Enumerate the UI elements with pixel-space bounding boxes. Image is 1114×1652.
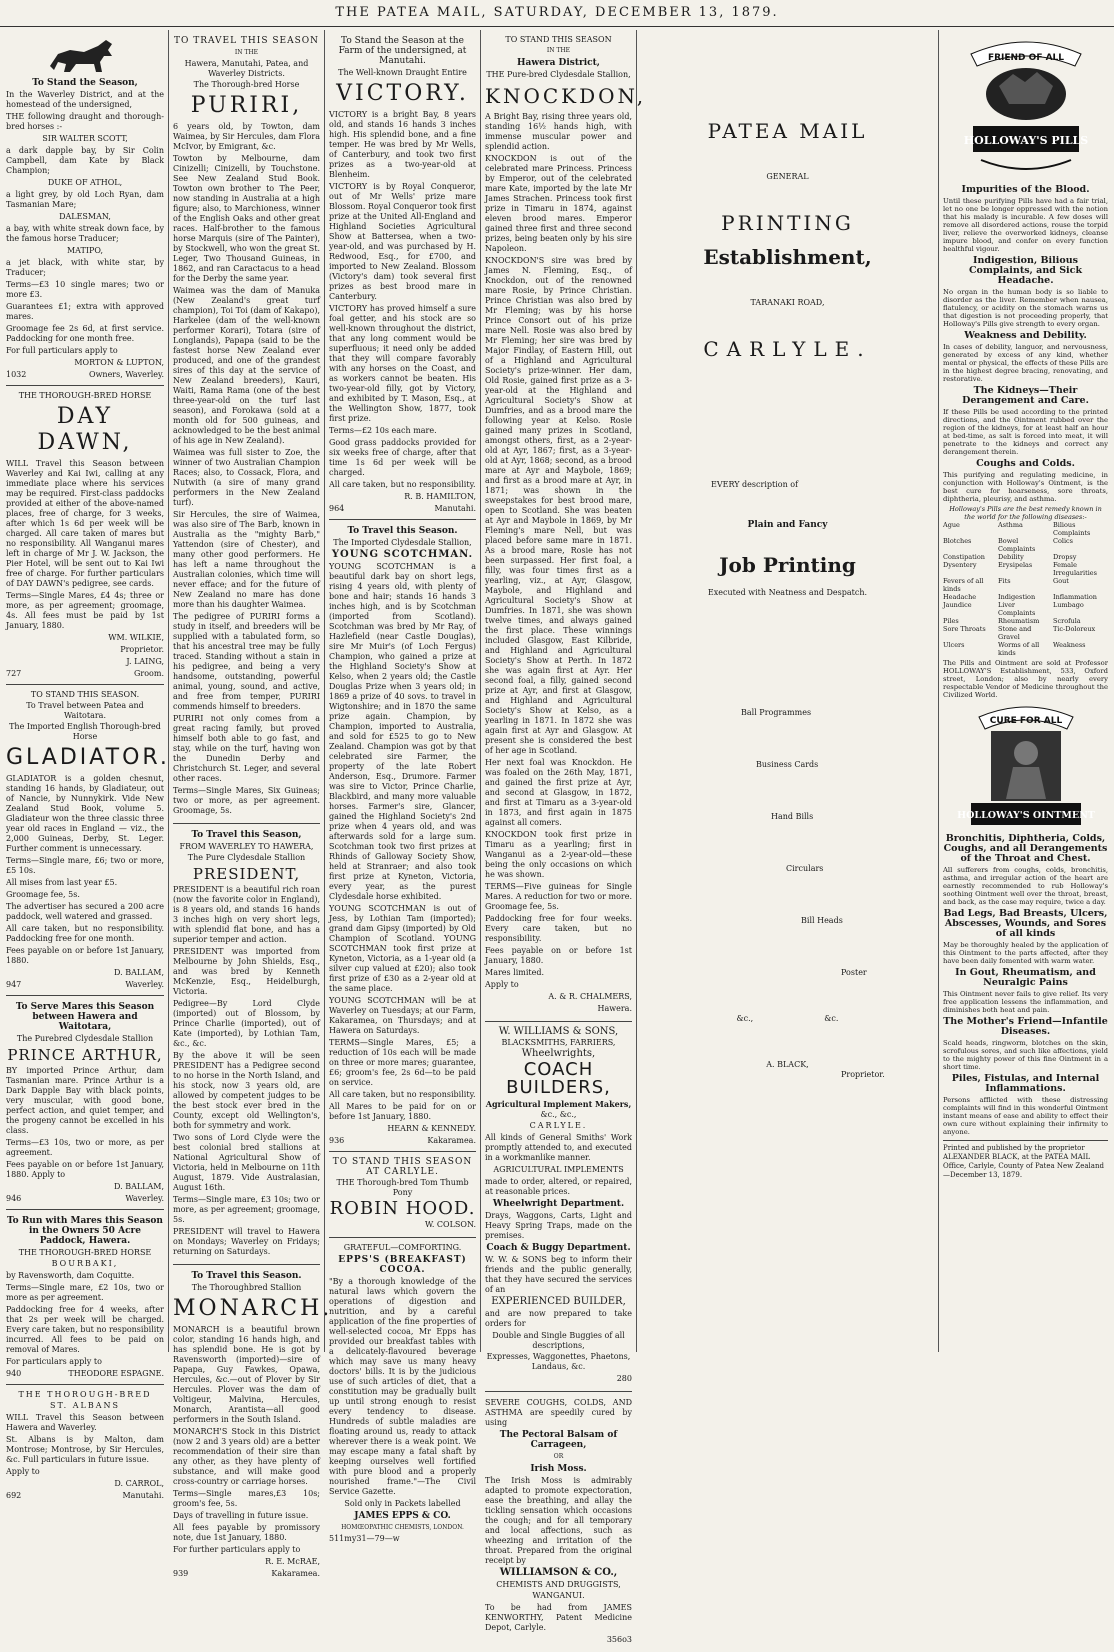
disease-item: Colics — [1053, 537, 1074, 545]
ad-text: Two sons of Lord Clyde were the best colonial bred stallions at National Agricultural Show of Victoria, held in Melbourne on 11th August, 1879. Vide Australasian, August 16th. — [173, 1133, 320, 1192]
masthead: THE PATEA MAIL, SATURDAY, DECEMBER 13, 1879. — [0, 0, 1114, 27]
ad-subtitle: THE Thorough-bred Tom Thumb Pony — [336, 1178, 469, 1197]
section-heading: Coach & Buggy Department. — [486, 1243, 631, 1253]
disease-item: Worms of all kinds — [998, 641, 1040, 657]
ad-text: Sir Hercules, the sire of Waimea, was also sire of The Barb, known in Australia as the "mighty Barb," Yattendon (sire of Chester), and many other good performers. He has left a name throughout the Australian colonies, which time will never efface; and for the future of New Zealand no mare has done more than his daughter Waimea. — [173, 510, 320, 609]
section-heading: Bronchitis, Diphtheria, Colds, Coughs, and all Derangements of the Throat and Chest. — [943, 833, 1108, 864]
ad-subtitle: Hawera District, — [517, 58, 600, 68]
ad-bourbaki — [6, 1210, 164, 1385]
ad-footer — [173, 1569, 320, 1579]
signature: D. CARROL, — [114, 1479, 164, 1488]
ad-text: W. W. & SONS beg to inform their friends and the public generally, that they have secured the services of an — [485, 1255, 632, 1294]
ad-text: KNOCKDON'S sire was bred by James N. Fleming, Esq., of Knockdon, out of the renowned mare Rosie, by Prince Christian. Prince Christian was also bred by Mr Fleming; was by his horse Prince Consort out of his prize mare Nell. Rosie was also bred by Mr Fleming; her sire was bred by Major Findlay, of Eastern Hill, out of a Highland and Agricultural Society's prize-winner. Her dam, Old Rosie, gained first prize as a 3-year-old at the Highland and Agricultural Society's Show at Dumfries, and as a brood mare the following year at Kelso. Rosie gained many prizes in Scotland, amongst others, first, as a 2-year-old at Ayr, 1867; first, as a 3-year-old at Ayr, 1868; second, as a brood mare at Ayr and Maybole, 1869; and first as a brood mare at Ayr, in 1871; was shown in the sweepstakes for best brood mare, open to Scotland. She was beaten at Ayr and Maybole in 1869, by Mr Fleming's mare Nell, but was placed before same mare in 1871. As a brood mare, Rosie has not been surpassed. Her first foal, a filly, was four times first as a yearling, viz., at Ayr, Glasgow, Maybole, and Highland and Agricultural Society's Show at Dumfries. In 1871, she was shown twelve times, and always gained the first place. These winnings included Glasgow, East Kilbride, and Highland and Agricultural Society's Show at Perth. In 1872 she was again first at Ayr. Her second foal, a filly, gained second prize at Ayr, and first at Glasgow, and Highland and Agricultural Society's Show at Kelso, as a yearling in 1871. In 1872 she was again first at Ayr and Glasgow. At present she is considered the best of her age in Scotland. — [485, 256, 632, 755]
ad-text: For particulars apply to — [6, 1357, 102, 1366]
ad-pectoral-balsam — [485, 1392, 632, 1652]
disease-item: Ague — [943, 521, 960, 529]
ad-text: For further particulars apply to — [173, 1545, 301, 1554]
ad-text: VICTORY is a bright Bay, 8 years old, and stands 16 hands 3 inches high. His splendid bone, and a fine temper. He was bred by Mr Wells, of Canterbury, and took two first prizes as a two-year-old at Blenheim. — [329, 110, 476, 179]
signature: HEARN & KENNEDY. — [387, 1124, 476, 1133]
ad-title: To Travel this Season, — [191, 830, 302, 840]
ad-president — [173, 824, 320, 1265]
ad-title: To Travel this Season. — [191, 1271, 302, 1281]
ad-footer — [6, 980, 164, 990]
horse-name: ROBIN HOOD. — [329, 1198, 476, 1219]
signature: D. BALLAM, — [113, 1182, 164, 1191]
ad-text: TERMS—Single Mares, £5; a reduction of 10s each will be made on three or more mares; guarantee, £6; groom's fee, 2s 6d—to be paid on service. — [329, 1038, 476, 1087]
imprint: Printed and published by the proprietor ALEXANDER BLACK, at the PATEA MAIL Office, Carlyle, County of Patea New Zealand—December 13, 1879. — [943, 1140, 1108, 1180]
ad-subtitle: BLACKSMITHS, FARRIERS, — [501, 1038, 616, 1047]
ad-text: All fees payable by promissory note, due 1st January, 1880. — [173, 1523, 320, 1542]
role: Manutahi. — [122, 1491, 164, 1500]
ad-title: TO STAND THIS SEASON. — [30, 690, 140, 699]
disease-item: Weakness — [1053, 641, 1086, 649]
ad-young-scotchman — [329, 520, 476, 1152]
disease-item: Debility — [998, 553, 1024, 561]
ad-text: Persons afflicted with these distressing complaints will find in this wonderful Ointment instant means of ease and ability to effect their own cure without explaining their infirmity to anyone. — [943, 1096, 1108, 1136]
ad-text: a dark dapple bay, by Sir Colin Campbell, dam Kate by Black Champion; — [6, 146, 164, 175]
section-heading: Indigestion, Bilious Complaints, and Sick Headache. — [968, 255, 1083, 286]
horse-name: ST. ALBANS — [50, 1401, 120, 1410]
ad-waverley-stallions — [6, 30, 164, 386]
ad-text: Days of travelling in future issue. — [173, 1511, 309, 1520]
role: Owners, Waverley. — [89, 370, 164, 379]
ad-title: TO STAND THIS SEASON AT CARLYLE. — [332, 1157, 473, 1177]
ad-footer — [6, 370, 164, 380]
ad-text: Groomage fee 2s 6d, at first service. Paddocking for one month free. — [6, 324, 164, 343]
ad-text: St. Albans is by Malton, dam Montrose; Montrose, by Sir Hercules, &c. Full particulars in future issue. — [6, 1435, 164, 1464]
ad-title: To Travel this Season. — [347, 526, 458, 536]
disease-item: Inflammation — [1053, 593, 1097, 601]
service-item: Hand Bills — [771, 812, 814, 821]
disease-item: Sore Throats — [943, 625, 986, 633]
ad-text: Terms—Single mares,£3 10s; groom's fee, 5s. — [173, 1489, 320, 1508]
ad-williams-sons — [485, 1022, 632, 1392]
ad-text: PURIRI not only comes from a great racing family, but proved himself both able to go fast, and stay, while on the turf, having won the Dunedin Derby and Christchurch St. Leger, and several other races. — [173, 714, 320, 783]
ad-text: VICTORY is by Royal Conqueror, out of Mr Wells' prize mare Blossom. Royal Conqueror took first prize at the United All-England and Highland Societies Agricultural Show at Battersea, when a two-year-old, and was purchased by H. Redwood, Esq., for £700, and imported to New Zealand. Blossom (Victory's dam) took several first prizes as best brood mare in Canterbury. — [329, 182, 477, 301]
ad-robin-hood — [329, 1152, 476, 1238]
column-6 — [938, 30, 1112, 1352]
ad-text: Towton by Melbourne, dam Cinizelli; Cinizelli, by Touchstone. See New Zealand Stud Book. Towton own brother to The Peer, now standing in Australia at a high figure; also, to Marchioness, winner of the English Oaks and other great races. Half-brother to the famous horse Marquis (sire of The Painter), by Stockwell, who won the great St. Leger, Two Thousand Guineas, in 1862, and ran Caractacus to a head for the Derby the same year. — [173, 154, 320, 283]
product-name: The Pectoral Balsam of Carrageen, — [499, 1430, 618, 1450]
ad-number: 939 — [173, 1569, 189, 1578]
horse-name: DUKE OF ATHOL, — [47, 178, 123, 187]
ad-text: Until these purifying Pills have had a fair trial, let no one be longer oppressed with the notion that his malady is incurable. A few doses will remove all disordered actions, rouse the torpid liver, relieve the overworked kidneys, cleanse impure blood, and confer on every function healthful vigour. — [943, 197, 1108, 253]
ad-subtitle: Agricultural Implement Makers, — [485, 1099, 632, 1109]
ad-text: BY imported Prince Arthur, dam Tasmanian mare. Prince Arthur is a Dark Dapple Bay with black points, very muscular, with good bone, perfect action, and quiet temper, and the progeny cannot be excelled in his class. — [6, 1066, 164, 1135]
ad-text: OR — [553, 1453, 564, 1460]
service-item: Bill Heads — [801, 916, 843, 925]
horse-name: KNOCKDON, — [485, 84, 647, 108]
ad-text: The pedigree of PURIRI forms a study in itself, and breeders will be supplied with a tabulated form, so that his ancestral tree may be fully traced. Standing without a stain in his pedigree, and being a very handsome, outstanding, powerful animal, young, sound, and active, and free from temper, PURIRI commends himself to breeders. — [173, 612, 320, 711]
ad-text: The Irish Moss is admirably adapted to promote expectoration, ease the breathing, and allay the tickling sensation which occasions the cough; and for all temporary and local affections, such as wheezing and irritation of the throat. Prepared from the original receipt by — [485, 1476, 632, 1565]
horse-name: SIR WALTER SCOTT, — [42, 134, 128, 143]
role: Groom. — [134, 669, 164, 678]
ad-text: "By a thorough knowledge of the natural laws which govern the operations of digestion and nutrition, and by a careful application of the fine properties of well-selected cocoa, Mr Epps has provided our breakfast tables with a delicately-flavoured beverage which may save us many heavy doctors' bills. It is by the judicious use of such articles of diet, that a constitution may be gradually built up until strong enough to resist every tendency to disease. Hundreds of subtle maladies are floating around us, ready to attack wherever there is a weak point. We may escape many a fatal shaft by keeping ourselves well fortified with pure blood and a properly nourished frame."—The Civil Service Gazette. — [329, 1277, 476, 1496]
product-name: EPPS'S (BREAKFAST) COCOA. — [338, 1255, 467, 1275]
section-heading: AGRICULTURAL IMPLEMENTS — [493, 1165, 624, 1174]
ad-subtitle: To Travel between Patea and Waitotara. — [26, 701, 144, 720]
ad-text: A Bright Bay, rising three years old, standing 16½ hands high, with immense muscular power and splendid action. — [485, 112, 632, 151]
ad-st-albans — [6, 1385, 164, 1506]
ad-text: No organ in the human body is so liable to disorder as the liver. Remember when nausea, flatulency, or acidity on the stomach warns us that digestion is not proceeding properly, that Holloway's Pills give strength to every organ. — [943, 288, 1108, 328]
ad-text: 6 years old, by Towton, dam Waimea, by Sir Hercules, dam Flora McIvor, by Emigrant, &c. — [173, 122, 320, 151]
disease-item: Dropsy — [1053, 553, 1077, 561]
ad-text: Paddocking free for 4 weeks, after that 2s per week will be charged. Every care taken, but no responsibility incurred. All fees to be paid on removal of Mares. — [6, 1305, 164, 1354]
ad-knockdon — [485, 30, 647, 1022]
service-item: Circulars — [786, 864, 824, 873]
ad-text: If these Pills be used according to the printed directions, and the Ointment rubbed over the region of the kidneys, for at least half an hour at bed-time, as salt is forced into meat, it will penetrate to the kidneys and correct any derangement therein. — [943, 408, 1108, 456]
ad-title: To Serve Mares this Season between Hawera and Waitotara, — [15, 1002, 155, 1032]
ad-text: By the above it will be seen PRESIDENT has a Pedigree second to no horse in the North Island, and his stock, now 3 years old, are allowed by competent judges to be the best stock ever bred in the County, except old Wellington's, both for symmetry and work. — [173, 1051, 320, 1130]
ad-text: PRESIDENT is a beautiful rich roan (now the favorite color in England), is 8 years old, and stands 16 hands 3 inches high on very short legs, with splendid flat bone, and has a superior temper and action. — [173, 885, 320, 944]
disease-list-title: Holloway's Pills are the best remedy known in the world for the following diseases:- — [949, 505, 1102, 521]
signature: W. COLSON. — [425, 1220, 476, 1229]
ad-footer — [6, 1369, 164, 1379]
proprietor-role: Proprietor. — [841, 1070, 885, 1079]
disease-item: Female Irregularities — [1053, 561, 1097, 577]
ad-text: made to order, altered, or repaired, at reasonable prices. — [485, 1177, 632, 1196]
service-item: Ball Programmes — [741, 708, 812, 717]
signature: THEODORE ESPAGNE. — [68, 1369, 164, 1378]
role: Kakaramea. — [427, 1136, 476, 1145]
ad-subtitle: FROM WAVERLEY TO HAWERA, — [179, 842, 314, 851]
disease-item: Blotches — [943, 537, 972, 545]
ad-footer — [6, 1491, 164, 1501]
ad-text: Fees payable on or before 1st January, 1880. Apply to — [6, 1160, 164, 1179]
ad-text: This purifying and regulating medicine, in conjunction with Holloway's Ointment, is the best cure for hoarseness, sore throats, diphtheria, pleurisy, and asthma. — [943, 471, 1108, 503]
establishment-heading: Establishment, — [703, 245, 872, 269]
printing-heading: PRINTING — [721, 211, 854, 235]
ad-text: May be thoroughly healed by the application of this Ointment to the parts affected, after they have been daily fomented with warm water. — [943, 941, 1108, 965]
signature: WILLIAMSON & CO., — [499, 1567, 618, 1578]
ad-number: 280 — [616, 1374, 632, 1383]
disease-item: Asthma — [998, 521, 1023, 529]
ad-text: In the Waverley District, and at the homestead of the undersigned, — [6, 90, 164, 109]
ad-title: THE THOROUGH-BRED HORSE — [18, 391, 152, 400]
ad-number: 936 — [329, 1136, 345, 1145]
ad-puriri — [173, 30, 320, 824]
ad-number: 356o3 — [606, 1635, 632, 1644]
ad-text: Paddocking free for four weeks. Every care taken, but no responsibility. — [485, 914, 632, 943]
ad-text: Fees payable on or before 1st January, 1880. — [485, 946, 632, 965]
place-name: WANGANUI. — [532, 1591, 585, 1600]
disease-item: Scrofula — [1053, 617, 1081, 625]
business-name: W. WILLIAMS & SONS, — [498, 1026, 619, 1037]
holloways-pills-emblem-icon — [951, 32, 1101, 182]
disease-item: Constipation — [943, 553, 985, 561]
column-1 — [2, 30, 170, 1500]
ad-text: Terms—Single Mares, £4 4s; three or more, as per agreement; groomage, 4s. All fees must be paid by 1st January, 1880. — [6, 591, 164, 630]
horse-name: BOURBAKI, — [51, 1259, 119, 1268]
ad-text: Terms—Single mare, £6; two or more, £5 10s. — [6, 856, 164, 875]
ad-text: All care taken, but no responsibility. — [329, 1090, 476, 1099]
horse-name: GLADIATOR. — [6, 745, 170, 770]
holloways-ointment-emblem-icon — [951, 701, 1101, 831]
ad-text: &c., &c., — [540, 1110, 577, 1119]
ad-text: YOUNG SCOTCHMAN is out of Jess, by Lothian Tam (imported); grand dam Gipsy (imported) by Old Champion of Scotland. YOUNG SCOTCHMAN took first prize at Kyneton, Victoria, as a 1-year old (a silver cup valued at £20); also took first prize of £30 as a 2-year old at the same place. — [329, 904, 476, 993]
disease-item: Liver Complaints — [998, 601, 1036, 617]
ad-text: For full particulars apply to — [6, 346, 118, 355]
executed-note: Executed with Neatness and Despatch. — [707, 588, 868, 597]
role: Waverley. — [125, 1194, 164, 1203]
ad-text: Guarantees £1; extra with approved mares. — [6, 302, 164, 321]
ad-text: WILL Travel this Season between Hawera and Waverley. — [6, 1413, 164, 1432]
ad-number: 692 — [6, 1491, 22, 1500]
ad-text: VICTORY has proved himself a sure foal getter, and his stock are so well-known throughout the district, that any long comment would be superfluous; it need only be added that they will compare favorably with any horses on the Coast, and as workers cannot be beaten. His two-year-old filly, got by Victory, and exhibited by T. Mason, Esq., at the Wellington Show, 1877, took first prize. — [329, 304, 476, 423]
ad-subtitle: Wheelwrights, — [521, 1048, 596, 1059]
ad-number: 1032 — [6, 370, 27, 379]
ad-text: Scald heads, ringworm, blotches on the skin, scrofulous sores, and such like affections, yield to the mighty power of this fine Ointment in a short time. — [943, 1039, 1108, 1071]
signature: J. LAING, — [126, 657, 164, 666]
section-heading: The Kidneys—Their Derangement and Care. — [962, 385, 1089, 406]
service-item: Poster — [841, 968, 867, 977]
ad-text: Terms—£3 10 single mares; two or more £3. — [6, 280, 164, 299]
ad-text: The Pills and Ointment are sold at Professor HOLLOWAY'S Establishment, 533, Oxford street, London; also by nearly every respectable Vendor of Medicine throughout the Civilized World. — [943, 659, 1108, 699]
disease-item: Indigestion — [998, 593, 1036, 601]
ad-text: WILL Travel this Season between Waverley and Kai Iwi, calling at any immediate place where his services may be required. First-class paddocks provided at either of the above-named places, free of charge, for 3 weeks, after which 1s 6d per week will be charged. All care taken of mares but no responsibility. All Wanganui mares left in charge of Mr J. W. Jackson, the Pier Hotel, will be sent out to Kai Iwi free of charge. For further particulars of DAY DAWN's pedigree, see cards. — [6, 459, 164, 588]
ad-text: THE following draught and thorough-bred horses :- — [6, 112, 164, 131]
town-name: CARLYLE. — [703, 337, 872, 361]
horse-woodcut-icon — [40, 36, 130, 76]
disease-item: Dysentery — [943, 561, 977, 569]
ad-text: Double and Single Buggies of all descriptions, — [492, 1331, 625, 1350]
disease-item: Jaundice — [943, 601, 972, 609]
product-name: Irish Moss. — [530, 1464, 587, 1474]
ad-title: To Run with Mares this Season in the Owners 50 Acre Paddock, Hawera. — [7, 1216, 163, 1246]
ad-title: To Stand the Season, — [32, 78, 138, 88]
ad-number: 947 — [6, 980, 22, 989]
ad-text: In cases of debility, languor, and nervousness, generated by excess of any kind, whether mental or physical, the effects of these Pills are in the highest degree bracing, renovating, and restorative. — [943, 343, 1108, 383]
ad-number: 946 — [6, 1194, 22, 1203]
disease-item: Tic-Doloreux — [1053, 625, 1096, 633]
disease-item: Ulcers — [943, 641, 965, 649]
disease-list — [943, 521, 1108, 657]
proprietor-name: A. BLACK, — [766, 1060, 809, 1069]
disease-item: Lumbago — [1053, 601, 1084, 609]
ad-text: Groomage fee, 5s. — [6, 890, 80, 899]
horse-name: PURIRI, — [190, 93, 303, 118]
ad-subtitle: CHEMISTS AND DRUGGISTS, — [496, 1580, 621, 1589]
signature: WM. WILKIE, — [108, 633, 164, 642]
disease-item: Stone and Gravel — [998, 625, 1032, 641]
section-heading: Weakness and Debility. — [964, 330, 1087, 341]
ad-subtitle: The Well-known Draught Entire — [338, 68, 467, 77]
signature: JAMES EPPS & CO. — [354, 1511, 451, 1521]
signature: R. E. McRAE, — [265, 1557, 320, 1566]
ad-text: Waimea was the dam of Manuka (New Zealand's great turf champion), Toi Toi (dam of Kakapo), Harkelee (dam of the well-known performer Korari), Totara (sire of Longlands), Papapa (said to be the fastest horse New Zealand ever produced, and one of the grandest sires of this day at the service of New Zealand breeders), Kauri, Waiti, Rama Rama (one of the best three-year-old on the turf last season), and Forokawa (sold at a month old for 500 guineas, and acknowledged to be the best animal of his age in New Zealand). — [173, 286, 320, 445]
ad-text: All sufferers from coughs, colds, bronchitis, asthma, and irregular action of the heart are earnestly recommended to rub Holloway's soothing Ointment well over the throat, breast, and back, as the case may require, twice a day. — [943, 866, 1108, 906]
ad-text: SEVERE COUGHS, COLDS, AND ASTHMA are speedily cured by using — [485, 1398, 632, 1427]
ad-text: Apply to — [6, 1467, 40, 1476]
ad-text: Terms—£2 10s each mare. — [329, 426, 437, 435]
printing-general: GENERAL — [766, 172, 809, 181]
plain-fancy: Plain and Fancy — [747, 520, 828, 530]
emblem-banner: CURE FOR ALL — [989, 716, 1062, 726]
ad-text: a jet black, with white star, by Traducer; — [6, 258, 164, 277]
horse-name: MONARCH. — [173, 1296, 333, 1321]
column-2 — [168, 30, 333, 1578]
ad-text: All mises from last year £5. — [6, 878, 118, 887]
role: Manutahi. — [434, 504, 476, 513]
every-description: EVERY description of — [711, 480, 799, 489]
signature: MORTON & LUPTON, — [74, 358, 164, 367]
ad-text: Drays, Waggons, Carts, Light and Heavy Spring Traps, made on the premises. — [485, 1211, 632, 1240]
section-heading: Piles, Fistulas, and Internal Inflammations. — [951, 1073, 1100, 1094]
column-4 — [480, 30, 647, 1644]
horse-name: DALESMAN, — [59, 212, 111, 221]
ad-subtitle: Hawera, Manutahi, Patea, and Waverley Districts. — [184, 59, 309, 78]
ad-subtitle: THE Pure-bred Clydesdale Stallion, — [486, 70, 631, 79]
ad-text: MONARCH is a beautiful brown color, standing 16 hands high, and has splendid bone. He is got by Ravensworth (imported)—sire of Papapa, Guy Fawkes, Opawa, Hercules, &c.—out of Plover by Sir Hercules. Plover was the dam of Voltigeur, Malvina, Hercules, Monarch, Arantista—all good performers in the South Island. — [173, 1325, 320, 1424]
ad-text: Mares limited. — [485, 968, 545, 977]
signature: R. B. HAMILTON, — [404, 492, 476, 501]
section-heading: The Mother's Friend—Infantile Diseases. — [943, 1016, 1108, 1037]
ad-text: YOUNG SCOTCHMAN will be at Waverley on Tuesdays; at our Farm, Kakaramea, on Thursdays; and at Hawera on Saturdays. — [329, 996, 476, 1035]
horse-name: PRINCE ARTHUR, — [7, 1046, 163, 1064]
ad-title: TO TRAVEL THIS SEASON — [173, 36, 320, 46]
role: Kakaramea. — [271, 1569, 320, 1578]
horse-name: VICTORY. — [336, 81, 469, 106]
ad-text: This Ointment never fails to give relief. Its very free application lessens the inflammation, and diminishes both heat and pain. — [943, 990, 1108, 1014]
ad-text: and are now prepared to take orders for — [485, 1309, 632, 1328]
emblem-banner: FRIEND OF ALL — [987, 53, 1064, 63]
section-heading: Impurities of the Blood. — [961, 184, 1090, 195]
service-item: Business Cards — [756, 760, 819, 769]
disease-item: Piles — [943, 617, 959, 625]
ad-text: Terms—£3 10s, two or more, as per agreement. — [6, 1138, 164, 1157]
ad-subtitle: HOMŒOPATHIC CHEMISTS, LONDON. — [341, 1524, 464, 1531]
signature: D. BALLAM, — [113, 968, 164, 977]
disease-item: Bowel Complaints — [998, 537, 1036, 553]
section-heading: EXPERIENCED BUILDER, — [491, 1296, 626, 1307]
ad-text: MONARCH'S Stock in this District (now 2 and 3 years old) are a better recommendation of their sire than any other, as they have plenty of substance, and will make good cross-country or carriage horses. — [173, 1427, 320, 1486]
ad-text: Terms—Single mare, £2 10s, two or more as per agreement. — [6, 1283, 164, 1302]
ad-monarch — [173, 1265, 333, 1584]
printing-title: PATEA MAIL — [707, 119, 868, 143]
section-heading: Coughs and Colds. — [976, 458, 1075, 469]
ad-prince-arthur — [6, 996, 164, 1210]
ad-headline: COACH BUILDERS, — [506, 1059, 611, 1098]
ad-text: PRESIDENT was imported from Melbourne by John Shields, Esq., and was bred by Kenneth McKenzie, Esq., Heidelburgh, Victoria. — [173, 947, 320, 996]
job-printing: Job Printing — [719, 553, 856, 577]
ad-text: Apply to — [485, 980, 519, 989]
disease-item: Fevers of all kinds — [943, 577, 984, 593]
disease-item: Rheumatism — [998, 617, 1040, 625]
role: Proprietor. — [120, 645, 164, 654]
ad-text: All care taken, but no responsibility. — [329, 480, 476, 489]
ad-text: Terms—Single Mares, Six Guineas; two or more, as per agreement. Groomage, 5s. — [173, 786, 320, 815]
role: Waverley. — [125, 980, 164, 989]
ad-victory — [329, 30, 476, 520]
ad-subtitle: The Purebred Clydesdale Stallion — [16, 1034, 154, 1043]
section-heading: In Gout, Rheumatism, and Neuralgic Pains — [955, 967, 1096, 988]
ad-text: a light grey, by old Loch Ryan, dam Tasmanian Mare; — [6, 190, 164, 209]
ad-text: All Mares to be paid for on or before 1st January, 1880. — [329, 1102, 476, 1121]
ad-text: Sold only in Packets labelled — [344, 1499, 461, 1508]
ad-number: 964 — [329, 504, 345, 513]
ad-footer — [329, 504, 476, 514]
disease-item: Headache — [943, 593, 977, 601]
disease-item: Gout — [1053, 577, 1069, 585]
ad-text: YOUNG SCOTCHMAN is a beautiful dark bay on short legs, rising 4 years old, with plenty of bone and hair; stands 16 hands 3 inches high, and is by Scotchman (imported from Scotland). Scotchman was bred by Mr Ray, of Hazlefield (near Castle Douglas), sire Mr Muir's (of Loch Fergus) Champion, who gained a prize at the Highland Society's Show at Kelso, when 2 years old; the Castle Douglas Prize when 3 years old; in 1869 a prize of 40 sovs. to travel in Wigtonshire; and in 1870 the same prize again. Champion, by Champion, imported to Australia, and sold for £525 to go to New Zealand. Champion was got by that celebrated sire Farmer, the property of the late Robert Anderson, Esq., Drumore. Farmer was sire to Victor, Prince Charlie, Blackbird, and many more valuable horses. Farmer's sire, Glancer, gained the Highland Society's 2nd prize when 4 years old, and was afterwards sold for a large sum. Scotchman took two first prizes at Rhinds of Galloway Society Show, held at Stranraer; and also took first prize at Kyneton, Victoria, every year, as the purest Clydesdale horse exhibited. — [329, 562, 476, 901]
ad-text: Good grass paddocks provided for six weeks free of charge, after that time 1s 6d per week will be charged. — [329, 438, 476, 477]
ad-text: Waimea was full sister to Zoe, the winner of two Australian Champion Races; also, to Cossack, Flora, and Nutwith (a sire of many grand performers in the New Zealand turf). — [173, 448, 320, 507]
ad-footer — [329, 1136, 476, 1146]
emblem-label: HOLLOWAY'S PILLS — [963, 134, 1088, 147]
ad-text: PRESIDENT will travel to Hawera on Mondays; Waverley on Fridays; returning on Saturdays. — [173, 1227, 320, 1256]
ad-epps-cocoa — [329, 1238, 476, 1549]
etc-row — [641, 1014, 934, 1024]
ad-subtitle: The Thorough-bred Horse — [193, 80, 300, 89]
role: Hawera. — [597, 1004, 632, 1013]
ad-in: IN THE — [546, 47, 571, 54]
disease-item: Fits — [998, 577, 1011, 585]
ad-text: The advertiser has secured a 200 acre paddock, well watered and grassed. — [6, 902, 164, 921]
ad-day-dawn — [6, 386, 164, 685]
etc-text: &c., — [736, 1014, 754, 1023]
disease-item: Bilious Complaints — [1053, 521, 1091, 537]
horse-name: PRESIDENT, — [192, 865, 301, 883]
disease-item: Erysipelas — [998, 561, 1033, 569]
horse-name: YOUNG SCOTCHMAN. — [331, 549, 474, 560]
ad-footer — [6, 1194, 164, 1204]
ad-subtitle: THE THOROUGH-BRED HORSE — [18, 1248, 152, 1257]
ad-text: TERMS—Five guineas for Single Mares. A reduction for two or more. Groomage fee, 5s. — [485, 882, 632, 911]
place-name: CARLYLE. — [529, 1121, 588, 1130]
horse-name: MATIPO, — [66, 246, 104, 255]
ad-title: GRATEFUL—COMFORTING. — [343, 1243, 462, 1252]
signature: A. & R. CHALMERS, — [548, 992, 632, 1001]
ad-subtitle: The Pure Clydesdale Stallion — [187, 853, 306, 862]
ad-text: Fees payable on or before 1st January, 1880. — [6, 946, 164, 965]
section-heading: Bad Legs, Bad Breasts, Ulcers, Abscesses, Wounds, and Sores of all kinds — [943, 908, 1108, 939]
ad-number: 940 — [6, 1369, 22, 1378]
column-5 — [636, 30, 938, 1352]
ad-title: THE THOROUGH-BRED — [18, 1390, 152, 1399]
ad-text: Her next foal was Knockdon. He was foaled on the 26th May, 1871, and gained the first prize at Ayr, and second at Glasgow, in 1872, and first at Timaru as a 3-year-old in 1873, and first again in 1875 against all comers. — [485, 758, 632, 827]
ad-subtitle: The Thoroughbred Stallion — [191, 1283, 302, 1292]
ad-text: All kinds of General Smiths' Work promptly attended to, and executed in a workmanlike manner. — [485, 1133, 632, 1162]
ad-subtitle: The Imported English Thorough-bred Horse — [9, 722, 161, 741]
ad-text: KNOCKDON is out of the celebrated mare Princess. Princess by Emperor, out of the celebrated mare Kate, imported by the late Mr James Strachen. Princess took first prize in Timaru in 1874, against eleven brood mares. Emperor gained three first and three second prizes, being beaten only by his sire Napoleon. — [485, 154, 632, 253]
ad-text: Expresses, Waggonettes, Phaetons, Landaus, &c. — [486, 1352, 631, 1371]
ad-text: Terms—Single mare, £3 10s; two or more, as per agreement; groomage, 5s. — [173, 1195, 320, 1224]
ad-in: IN THE — [234, 49, 259, 56]
ad-subtitle: The Imported Clydesdale Stallion, — [333, 538, 472, 547]
ad-title: TO STAND THIS SEASON — [505, 35, 612, 44]
column-3 — [324, 30, 480, 1543]
ad-number: 511my31—79—w — [329, 1534, 400, 1543]
ad-text: a bay, with white streak down face, by the famous horse Traducer; — [6, 224, 164, 243]
ad-number: 727 — [6, 669, 22, 678]
section-heading: Wheelwright Department. — [492, 1199, 625, 1209]
ad-text: by Ravensworth, dam Coquitte. — [6, 1271, 135, 1280]
ad-title: To Stand the Season at the Farm of the undersigned, at Manutahi. — [338, 36, 467, 66]
road-name: TARANAKI ROAD, — [750, 298, 825, 307]
ad-gladiator — [6, 685, 170, 996]
ad-text: KNOCKDON took first prize in Timaru as a yearling; first in Wanganui as a 2-year-old—these being the only occasions on which he was shown. — [485, 830, 632, 879]
ad-text: GLADIATOR is a golden chesnut, standing 16 hands, by Gladiateur, out of Nancie, by Nunnykirk. Vide New Zealand Stud Book, volume 5. Gladiateur won the three classic three year old races in England — viz., the 2,000 Guineas, Derby, St. Leger. Further comment is unnecessary. — [6, 774, 164, 853]
ad-text: All care taken, but no responsibility. Paddocking free for one month. — [6, 924, 164, 943]
horse-name: DAY DAWN, — [37, 404, 133, 455]
ad-text: Pedigree—By Lord Clyde (imported) out of Blossom, by Prince Charlie (imported), out of Kate (imported), by Lothian Tam, &c., &c. — [173, 999, 320, 1048]
ad-footer — [6, 669, 164, 679]
emblem-label: HOLLOWAY'S OINTMENT — [956, 810, 1095, 821]
ad-text: To be had from JAMES KENWORTHY, Patent Medicine Depot, Carlyle. — [485, 1603, 632, 1632]
etc-text: &c. — [824, 1014, 839, 1023]
